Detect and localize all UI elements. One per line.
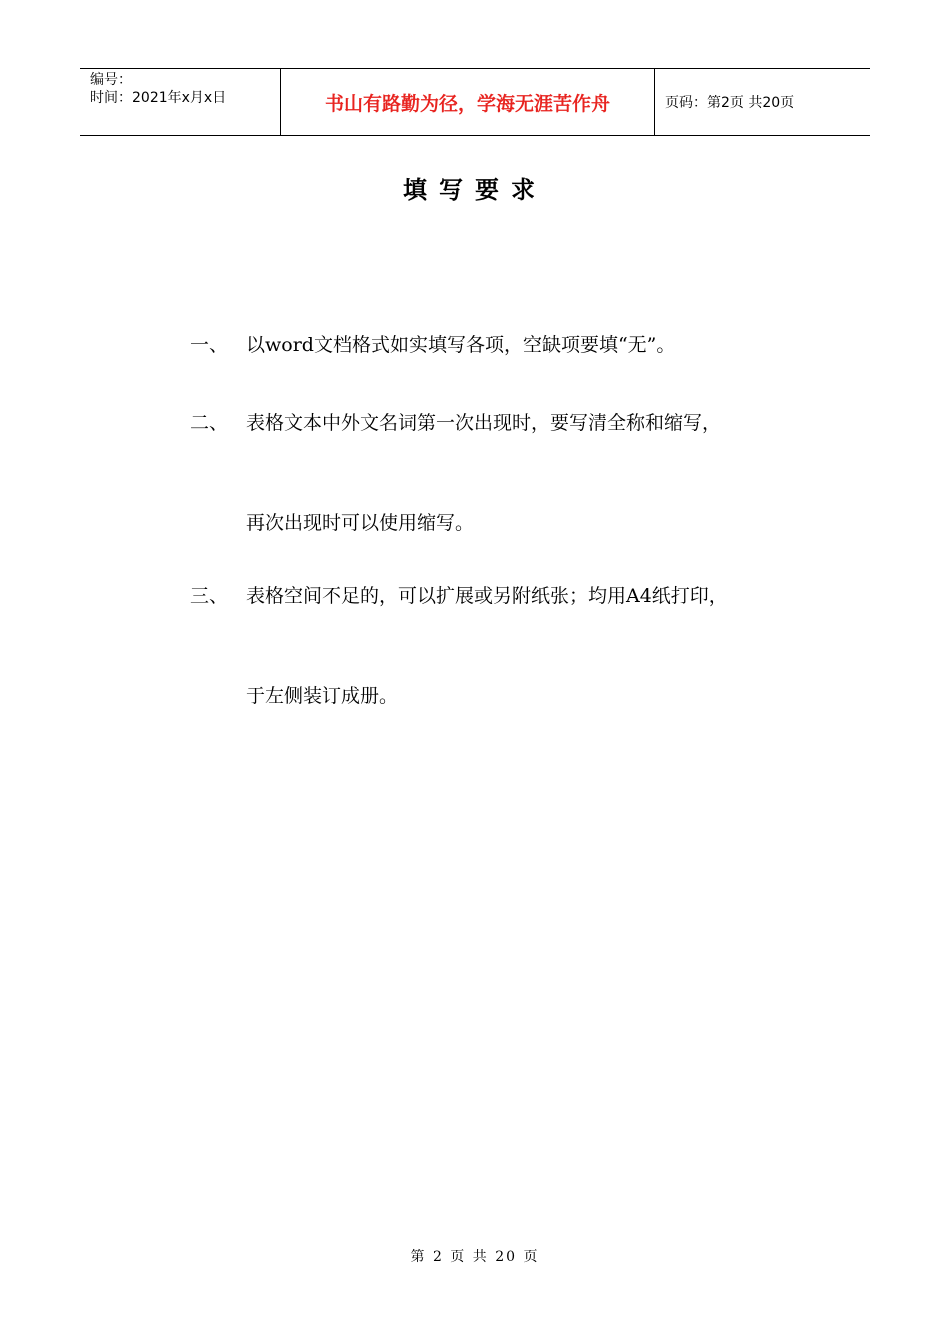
serial-label: 编号：: [90, 72, 132, 88]
header-motto: 书山有路勤为径，学海无涯苦作舟: [281, 69, 655, 135]
item-number: 三、: [190, 585, 229, 607]
header-table: [80, 68, 870, 136]
item-text: 表格文本中外文名词第一次出现时，要写清全称和缩写，: [246, 412, 722, 434]
header-page-info: 页码：第2页 共20页: [665, 95, 795, 111]
page-title: 填写要求: [403, 176, 547, 204]
time-label: 时间：2021年x月x日: [90, 90, 227, 106]
item-text: 以word文档格式如实填写各项，空缺项要填“无”。: [246, 334, 676, 356]
item-number: 一、: [190, 334, 229, 356]
item-continuation: 于左侧装订成册。: [246, 685, 399, 707]
list-item: [190, 330, 830, 357]
item-text: 表格空间不足的，可以扩展或另附纸张；均用A4纸打印，: [246, 585, 728, 607]
list-item: [190, 581, 830, 608]
item-number: 二、: [190, 412, 229, 434]
page-footer: 第 2 页 共 20 页: [410, 1249, 540, 1265]
header-left-cell: [80, 69, 281, 135]
item-continuation: 再次出现时可以使用缩写。: [246, 512, 475, 534]
list-item: [190, 408, 830, 435]
